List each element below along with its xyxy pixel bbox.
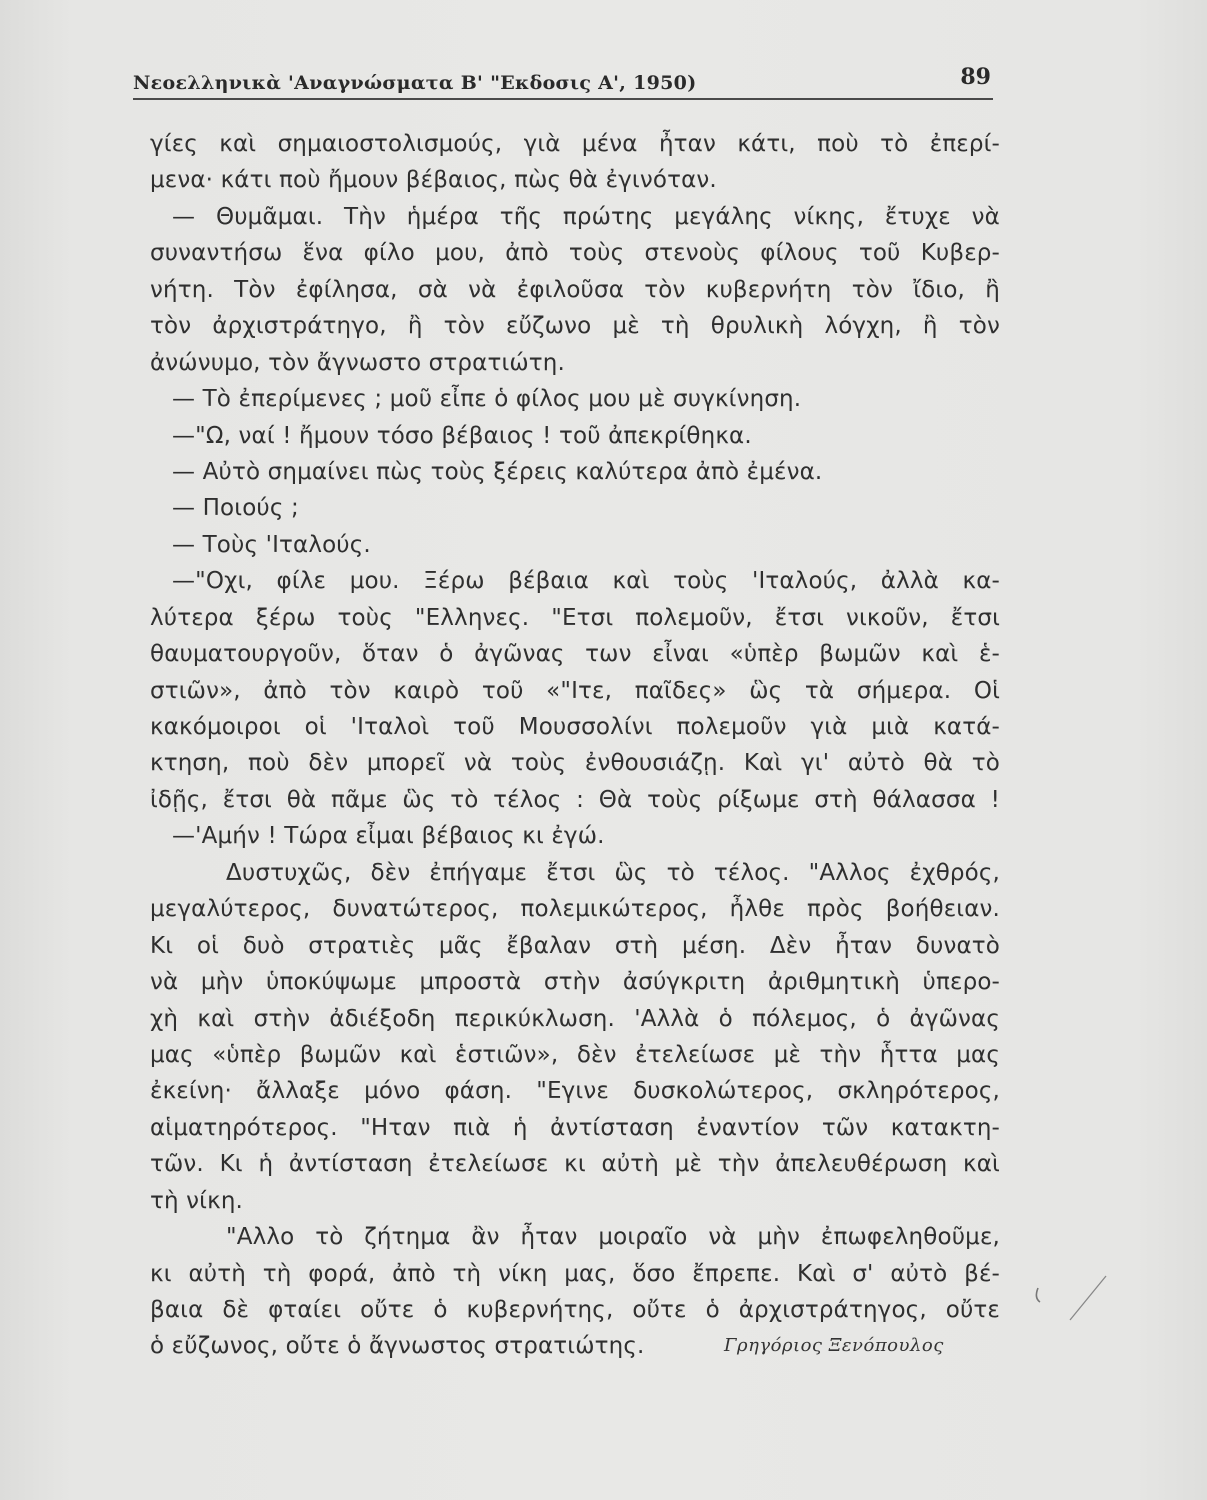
text-line: —'Αμήν ! Τώρα εἶμαι βέβαιος κι ἐγώ. xyxy=(172,823,605,850)
page-number: 89 xyxy=(960,64,991,90)
text-line: κακόμοιροι οἱ 'Ιταλοὶ τοῦ Μουσσολίνι πολεμοῦν γιὰ μιὰ κατά- xyxy=(150,714,1000,740)
author-signature: Γρηγόριος Ξενόπουλος xyxy=(724,1335,944,1356)
running-head xyxy=(133,62,993,100)
text-line: τὸν ἀρχιστράτηγο, ἢ τὸν εὔζωνο μὲ τὴ θρυλικὴ λόγχη, ἢ τὸν xyxy=(150,313,1000,340)
text-line: Κι οἱ δυὸ στρατιὲς μᾶς ἔβαλαν στὴ μέση. Δὲν ἦταν δυνατὸ xyxy=(150,932,1000,959)
text-line: ἀνώνυμο, τὸν ἄγνωστο στρατιώτη. xyxy=(150,349,565,376)
text-line: ἐκείνη· ἄλλαξε μόνο φάση. "Εγινε δυσκολώτερος, σκληρότερος, xyxy=(150,1078,1000,1105)
text-line: "Αλλο τὸ ζήτημα ἂν ἦταν μοιραῖο νὰ μὴν ἐπωφεληθοῦμε, xyxy=(226,1224,1000,1251)
text-line: τῶν. Κι ἡ ἀντίσταση ἐτελείωσε κι αὐτὴ μὲ τὴν ἀπελευθέρωση καὶ xyxy=(150,1151,1000,1178)
text-line: ἰδῇς, ἔτσι θὰ πᾶμε ὣς τὸ τέλος : Θὰ τοὺς ρίξωμε στὴ θάλασσα ! xyxy=(150,786,1000,813)
text-line: γίες καὶ σημαιοστολισμούς, γιὰ μένα ἦταν κάτι, ποὺ τὸ ἐπερί- xyxy=(150,131,1000,157)
stray-pencil-mark-icon xyxy=(1030,1268,1110,1328)
text-line: χὴ καὶ στὴν ἀδιέξοδη περικύκλωση. 'Αλλὰ ὁ πόλεμος, ὁ ἀγῶνας xyxy=(150,1005,1000,1032)
text-line: νὰ μὴν ὑποκύψωμε μπροστὰ στὴν ἀσύγκριτη ἀριθμητικὴ ὑπερο- xyxy=(150,969,1000,996)
text-line: — Αὐτὸ σημαίνει πὼς τοὺς ξέρεις καλύτερα ἀπὸ ἐμένα. xyxy=(172,458,823,485)
text-line: —"Ω, ναί ! ἤμουν τόσο βέβαιος ! τοῦ ἀπεκρίθηκα. xyxy=(172,422,752,449)
running-title: Νεοελληνικὰ 'Αναγνώσματα Β' "Εκδοσις Α', 1950) xyxy=(133,72,697,94)
text-line: Δυστυχῶς, δὲν ἐπήγαμε ἔτσι ὣς τὸ τέλος. "Αλλος ἐχθρός, xyxy=(226,859,1000,886)
text-line: συναντήσω ἕνα φίλο μου, ἀπὸ τοὺς στενοὺς φίλους τοῦ Κυβερ- xyxy=(150,240,1000,267)
text-line: λύτερα ξέρω τοὺς "Ελληνες. "Ετσι πολεμοῦν, ἔτσι νικοῦν, ἔτσι xyxy=(150,604,1000,631)
text-line: μας «ὑπὲρ βωμῶν καὶ ἑστιῶν», δὲν ἐτελείωσε μὲ τὴν ἧττα μας xyxy=(150,1041,1000,1068)
text-line: νήτη. Τὸν ἐφίλησα, σὰ νὰ ἐφιλοῦσα τὸν κυβερνήτη τὸν ἴδιο, ἢ xyxy=(150,276,1000,303)
text-line: θαυματουργοῦν, ὅταν ὁ ἀγῶνας των εἶναι «ὑπὲρ βωμῶν καὶ ἑ- xyxy=(150,641,1000,668)
text-line: — Θυμᾶμαι. Τὴν ἡμέρα τῆς πρώτης μεγάλης νίκης, ἔτυχε νὰ xyxy=(172,203,1000,230)
text-line: τὴ νίκη. xyxy=(150,1187,244,1214)
body-text xyxy=(150,126,1000,1365)
text-line: κι αὐτὴ τὴ φορά, ἀπὸ τὴ νίκη μας, ὅσο ἔπρεπε. Καὶ σ' αὐτὸ βέ- xyxy=(150,1260,1000,1287)
text-line: — Τὸ ἐπερίμενες ; μοῦ εἶπε ὁ φίλος μου μὲ συγκίνηση. xyxy=(172,386,802,413)
text-line: μεγαλύτερος, δυνατώτερος, πολεμικώτερος, ἦλθε πρὸς βοήθειαν. xyxy=(150,896,1000,923)
text-line: — Τοὺς 'Ιταλούς. xyxy=(172,531,371,558)
text-line: — Ποιούς ; xyxy=(172,495,299,522)
text-line: —"Οχι, φίλε μου. Ξέρω βέβαια καὶ τοὺς 'Ιταλούς, ἀλλὰ κα- xyxy=(172,568,1000,595)
text-line: βαια δὲ φταίει οὔτε ὁ κυβερνήτης, οὔτε ὁ ἀρχιστράτηγος, οὔτε xyxy=(150,1297,1000,1323)
text-line: αἱματηρότερος. "Ηταν πιὰ ἡ ἀντίσταση ἐναντίον τῶν κατακτη- xyxy=(150,1114,1000,1141)
text-line: ὁ εὔζωνος, οὔτε ὁ ἄγνωστος στρατιώτης. xyxy=(150,1333,645,1360)
text-line: στιῶν», ἀπὸ τὸν καιρὸ τοῦ «"Ιτε, παῖδες» ὣς τὰ σήμερα. Οἱ xyxy=(150,677,1000,704)
text-line: μενα· κάτι ποὺ ἤμουν βέβαιος, πὼς θὰ ἐγινόταν. xyxy=(150,167,717,194)
text-line: κτηση, ποὺ δὲν μπορεῖ νὰ τοὺς ἐνθουσιάζῃ. Καὶ γι' αὐτὸ θὰ τὸ xyxy=(150,750,1000,777)
